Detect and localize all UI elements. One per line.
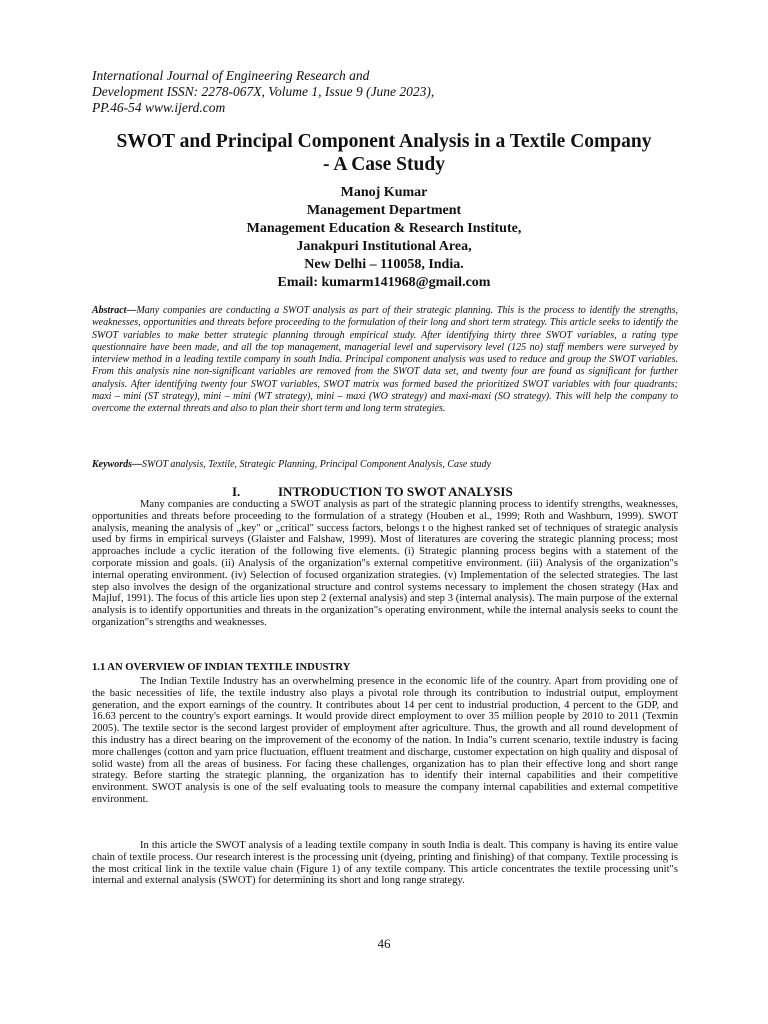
title-line-2: - A Case Study: [323, 154, 445, 175]
journal-line-2: Development ISSN: 2278-067X, Volume 1, Issue 9 (June 2023),: [92, 84, 435, 99]
article-scope-paragraph: In this article the SWOT analysis of a leading textile company in south India is dealt. This company is having its entire value chain of textile process. Our research interest is the processing unit (dyeing, printing and finishing) of that company. Textile processing is the most critical link in the textile value chain (Figure 1) of any textile company. This article concentrates the textile processing unit"s internal and external analysis (SWOT) for determining its short and long range strategy.: [92, 840, 678, 887]
author-name: Manoj Kumar: [340, 185, 428, 200]
abstract-label: Abstract: [92, 305, 127, 316]
author-city: New Delhi – 110058, India.: [304, 257, 464, 272]
abstract-text: Many companies are conducting a SWOT analysis as part of their strategic planning. This is the process to identify the strengths, weaknesses, opportunities and threats before proceeding to the formulation of their long and short term strategy. This article seeks to identify the SWOT variables to make better strategic planning through empirical study. After identifying thirty three SWOT variables, a rating type questionnaire have been made, and all the top management, managerial level and supervisory level (125 no) staff members were surveyed by interview method in a leading textile company in south India. Principal component analysis was used to reduce and group the SWOT variables. From this analysis nine non-significant variables are removed from the SWOT data set, and twenty four are found as significant for further analysis. After identifying twenty four SWOT variables, SWOT matrix was formed based the prioritized SWOT variables with four quadrants; maxi – mini (ST strategy), mini – mini (WT strategy), mini – maxi (WO strategy) and maxi-maxi (SO strategy). This will help the company to overcome the external threats and also to plan their short term and long term strategies.: [92, 305, 678, 415]
paper-title: [60, 130, 708, 176]
author-area: Janakpuri Institutional Area,: [296, 239, 472, 254]
keywords: [92, 459, 678, 471]
abstract-separator: —: [126, 305, 137, 316]
keywords-text: SWOT analysis, Textile, Strategic Planning, Principal Component Analysis, Case study: [142, 459, 491, 470]
keywords-separator: —: [132, 459, 142, 470]
author-email: Email: kumarm141968@gmail.com: [277, 275, 491, 290]
journal-header: [92, 68, 692, 116]
keywords-label: Keywords: [92, 459, 132, 470]
author-institute: Management Education & Research Institute,: [246, 221, 522, 236]
author-department: Management Department: [306, 203, 462, 218]
journal-line-1: International Journal of Engineering Research and: [92, 68, 370, 83]
abstract: [92, 305, 678, 416]
subsection-heading: 1.1 AN OVERVIEW OF INDIAN TEXTILE INDUSTRY: [92, 662, 351, 673]
author-block: [60, 184, 708, 292]
textile-overview-paragraph: The Indian Textile Industry has an overwhelming presence in the economic life of the country. Apart from providing one of the basic necessities of life, the textile industry also plays a pivotal role through its contribution to industrial output, employment generation, and the export earnings of the country. It contributes about 14 per cent to industrial production, 4 percent to the GDP, and 16.63 percent to the country's export earnings. It would provide direct employment to over 35 million people by 2010 to 2011 (Texmin 2005). The textile sector is the second largest provider of employment after agriculture. Thus, the growth and all round development of this industry has a direct bearing on the improvement of the economy of the nation. In India"s current scenario, textile industry is facing more challenges (cotton and yarn price fluctuation, effluent treatment and discharge, customer expectation on high quality and disposal of solid waste) from all the areas of business. For facing these challenges, organization has to plan their effective long and short range strategy. Before starting the strategic planning, the organization has to identify their internal capabilities and their competitive environment. SWOT analysis is one of the self evaluating tools to measure the company internal capabilities and external competitive environment.: [92, 676, 678, 805]
title-line-1: SWOT and Principal Component Analysis in a Textile Company: [116, 131, 652, 152]
page-number: 46: [377, 936, 391, 951]
section-title: INTRODUCTION TO SWOT ANALYSIS: [278, 484, 513, 499]
journal-line-3: PP.46-54 www.ijerd.com: [92, 100, 226, 115]
intro-paragraph: Many companies are conducting a SWOT analysis as part of the strategic planning process to identify strengths, weaknesses, opportunities and threats before proceeding to the formulation of a strategy (Houben et al., 1999; Roth and Washburn, 1999). SWOT analysis, meaning the analysis of „key" or „critical" success factors, belongs t o the highest ranked set of techniques of strategic analysis used by firms in empirical surveys (Glaister and Falshaw, 1999). Most of literatures are covering the strategic planning process; most approaches include a cyclic iteration of the following five elements. (i) Strategic planning process begins with a statement of the corporate mission and goals. (ii) Analysis of the organization"s external competitive environment. (iii) Analysis of the organization"s internal operating environment. (iv) Selection of focused organization strategies. (v) Implementation of the selected strategies. The last step also involves the design of the organizational structure and control systems necessary to implement the chosen strategy (Hax and Majluf, 1991). The focus of this article lies upon step 2 (external analysis) and step 3 (internal analysis). The main purpose of the external analysis is to identify opportunities and threats in the organization"s operating environment, while the internal analysis seeks to count the organization"s strengths and weaknesses.: [92, 499, 678, 628]
section-number: I.: [232, 484, 241, 499]
